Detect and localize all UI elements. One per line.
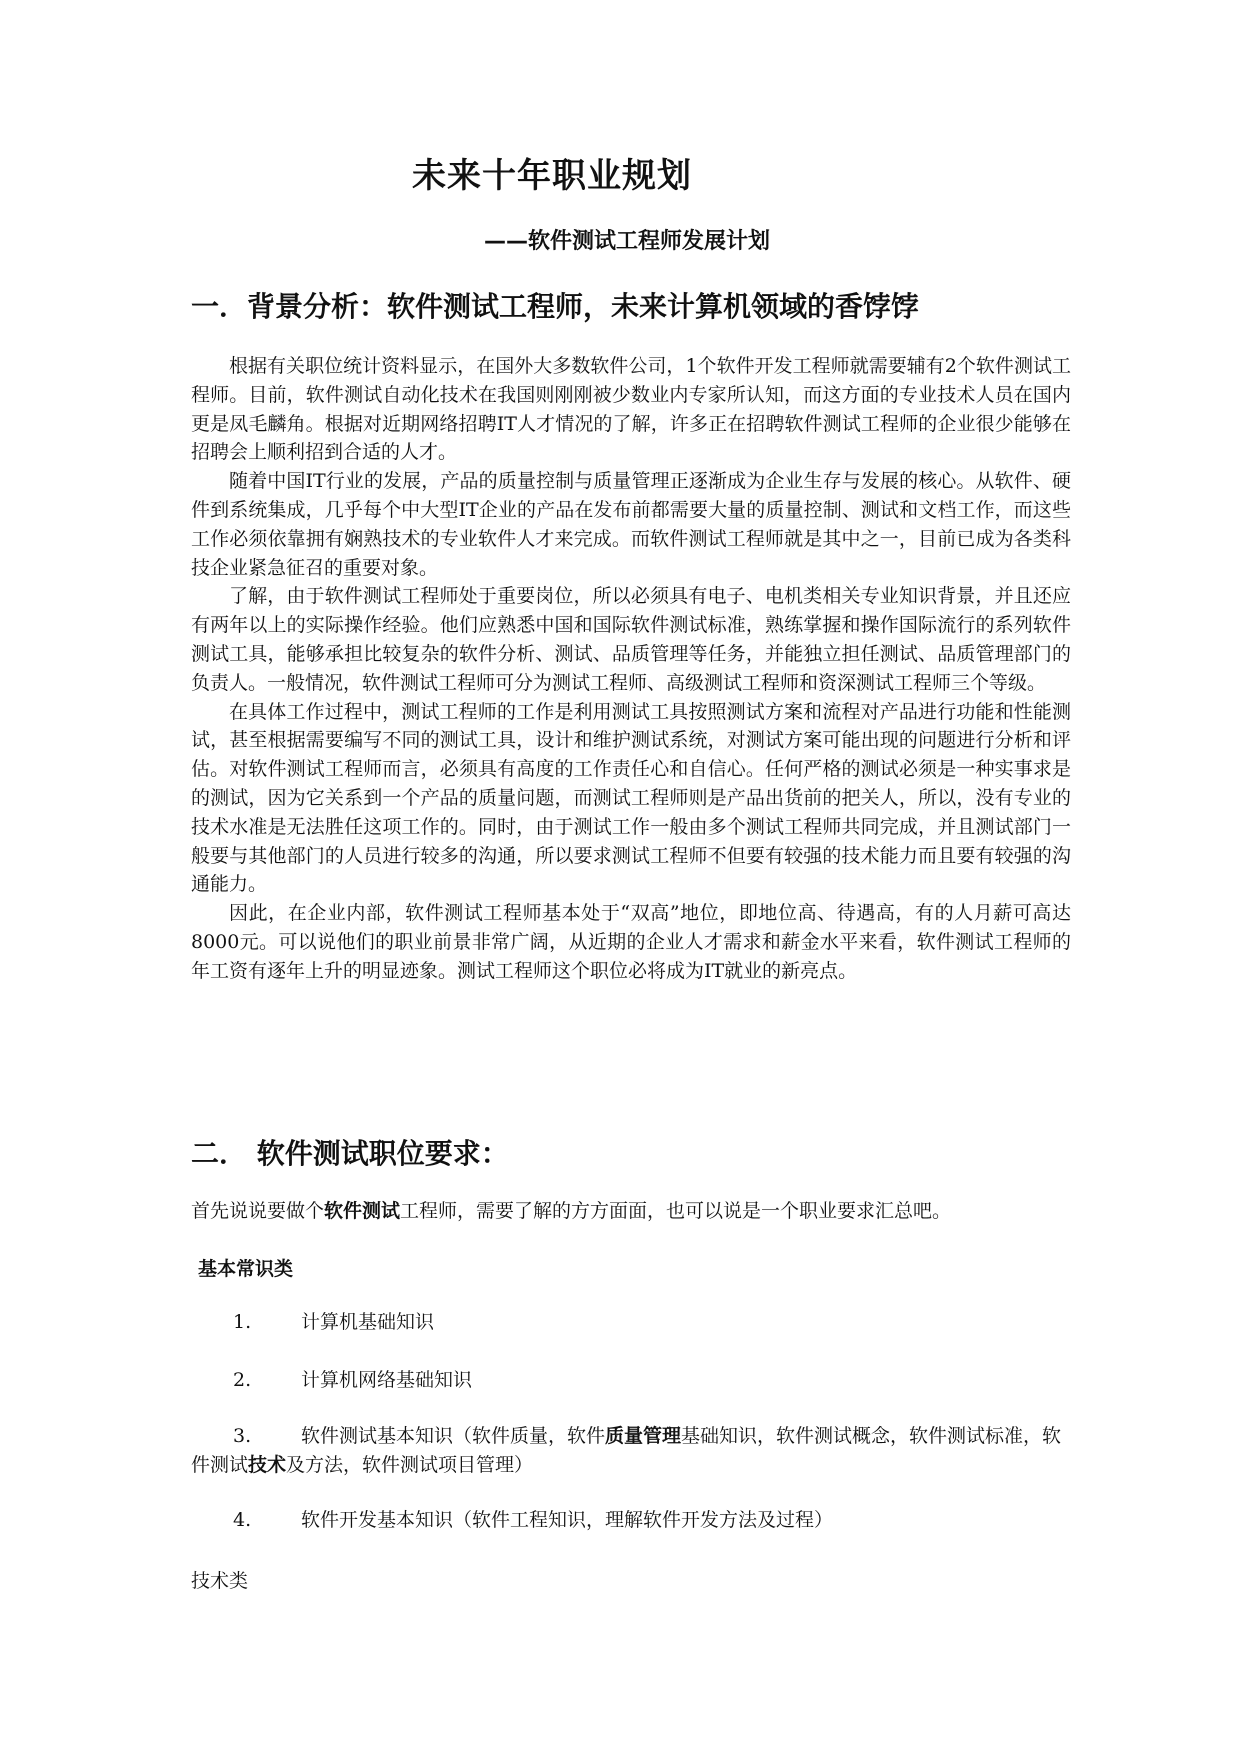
list-number: 4.: [233, 1509, 252, 1531]
paragraph: 因此，在企业内部，软件测试工程师基本处于“双高”地位，即地位高、待遇高，有的人月薪可高达8000元。可以说他们的职业前景非常广阔，从近期的企业人才需求和薪金水平来看，软件测试工程师的年工资有逐年上升的明显迹象。测试工程师这个职位必将成为IT就业的新亮点。: [191, 902, 1071, 982]
list-text: 及方法，软件测试项目管理）: [286, 1454, 534, 1476]
list-item: [191, 1308, 1071, 1337]
list-item: [191, 1422, 1071, 1480]
list-number: 1.: [233, 1311, 252, 1333]
list-text: 软件开发基本知识（软件工程知识，理解软件开发方法及过程）: [301, 1509, 834, 1531]
list-text-bold: 质量管理: [605, 1425, 682, 1447]
section-body-background: [191, 352, 1071, 986]
list-text: 基础知识，软件测试概念，软件测试标准，软件测试: [191, 1425, 1062, 1476]
document-subtitle: ——软件测试工程师发展计划: [484, 229, 771, 254]
section-heading-background: 一．背景分析：软件测试工程师，未来计算机领域的香饽饽: [191, 290, 920, 323]
intro-text: 工程师，需要了解的方方面面，也可以说是一个职业要求汇总吧。: [400, 1200, 952, 1222]
paragraph: 在具体工作过程中，测试工程师的工作是利用测试工具按照测试方案和流程对产品进行功能和性能测试，甚至根据需要编写不同的测试工具，设计和维护测试系统，对测试方案可能出现的问题进行分析和评估。对软件测试工程师而言，必须具有高度的工作责任心和自信心。任何严格的测试必须是一种实事求是的测试，因为它关系到一个产品的质量问题，而测试工程师则是产品出货前的把关人，所以，没有专业的技术水准是无法胜任这项工作的。同时，由于测试工作一般由多个测试工程师共同完成，并且测试部门一般要与其他部门的人员进行较多的沟通，所以要求测试工程师不但要有较强的技术能力而且要有较强的沟通能力。: [191, 700, 1071, 896]
list-number: 2.: [233, 1369, 252, 1391]
intro-bold: 软件测试: [324, 1200, 401, 1222]
requirements-intro: [191, 1196, 951, 1223]
section-heading-requirements: 二． 软件测试职位要求：: [191, 1137, 509, 1170]
technical-heading: 技术类: [191, 1570, 249, 1592]
paragraph: 随着中国IT行业的发展，产品的质量控制与质量管理正逐渐成为企业生存与发展的核心。从软件、硬件到系统集成，几乎每个中大型IT企业的产品在发布前都需要大量的质量控制、测试和文档工作，而这些工作必须依靠拥有娴熟技术的专业软件人才来完成。而软件测试工程师就是其中之一，目前已成为各类科技企业紧急征召的重要对象。: [191, 470, 1071, 579]
document-title: 未来十年职业规划: [412, 156, 692, 196]
list-text: 计算机基础知识: [301, 1311, 435, 1333]
intro-text: 首先说说要做个: [191, 1200, 325, 1222]
list-text-bold: 技术: [248, 1454, 287, 1476]
paragraph: 了解，由于软件测试工程师处于重要岗位，所以必须具有电子、电机类相关专业知识背景，并且还应有两年以上的实际操作经验。他们应熟悉中国和国际软件测试标准，熟练掌握和操作国际流行的系列软件测试工具，能够承担比较复杂的软件分析、测试、品质管理等任务，并能独立担任测试、品质管理部门的负责人。一般情况，软件测试工程师可分为测试工程师、高级测试工程师和资深测试工程师三个等级。: [191, 585, 1071, 694]
list-text: 计算机网络基础知识: [301, 1369, 473, 1391]
list-number: 3.: [233, 1425, 252, 1447]
list-text: 软件测试基本知识（软件质量，软件: [301, 1425, 606, 1447]
basic-knowledge-heading: 基本常识类: [198, 1258, 294, 1280]
paragraph: 根据有关职位统计资料显示，在国外大多数软件公司，1个软件开发工程师就需要辅有2个软件测试工程师。目前，软件测试自动化技术在我国则刚刚被少数业内专家所认知，而这方面的专业技术人员在国内更是凤毛麟角。根据对近期网络招聘IT人才情况的了解，许多正在招聘软件测试工程师的企业很少能够在招聘会上顺利招到合适的人才。: [191, 355, 1071, 464]
list-item: [191, 1366, 1071, 1395]
list-item: [191, 1506, 1071, 1535]
